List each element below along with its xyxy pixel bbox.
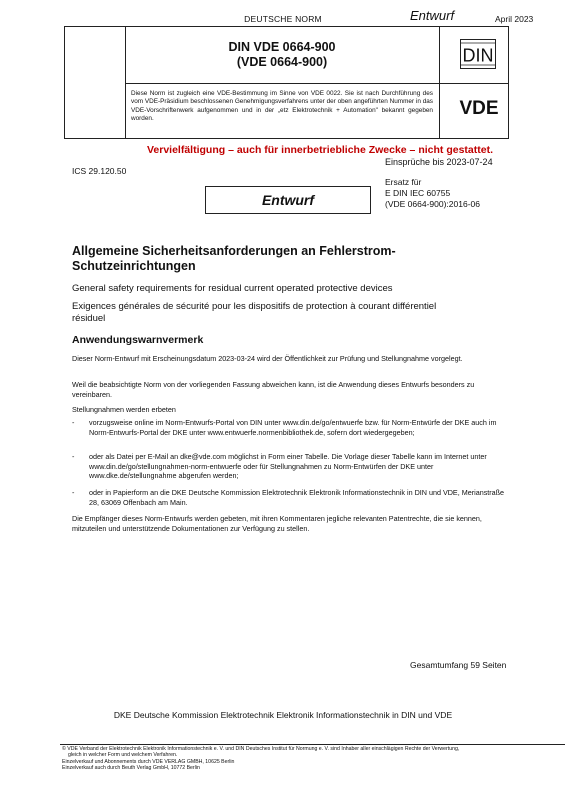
header-norm-type: DEUTSCHE NORM: [244, 14, 322, 24]
title-german-line2: Schutzeinrichtungen: [72, 259, 196, 273]
list-item: [72, 488, 512, 510]
replacement-doc: E DIN IEC 60755: [385, 188, 451, 198]
paragraph-2: Weil die beabsichtigte Norm von der vorliegenden Fassung abweichen kann, ist die Anwendung dieses Entwurfs besonders zu vereinbaren.: [72, 380, 475, 399]
ics-code: ICS 29.120.50: [72, 166, 127, 176]
title-french-line1: Exigences générales de sécurité pour les dispositifs de protection à courant différentiel: [72, 301, 437, 312]
draft-stamp: Entwurf: [205, 186, 371, 214]
replacement-info: [385, 177, 480, 210]
paragraph-3: Stellungnahmen werden erbeten: [72, 405, 176, 414]
replacement-doc-date: (VDE 0664-900):2016-06: [385, 199, 480, 209]
footer-divider: [60, 744, 565, 745]
footer-copyright: [62, 746, 562, 772]
document-number-line2: (VDE 0664-900): [236, 55, 328, 69]
title-french: [72, 301, 492, 325]
title-german: [72, 244, 492, 274]
footer-line: Einzelverkauf auch durch Beuth Verlag GmbH, 10772 Berlin: [62, 765, 200, 772]
footer-line: gleich in welcher Form und welchem Verfahren.: [68, 752, 178, 759]
dke-publisher: DKE Deutsche Kommission Elektrotechnik Elektronik Informationstechnik in DIN und VDE: [113, 710, 453, 720]
footer-line: Einzelverkauf und Abonnements durch VDE VERLAG GMBH, 10625 Berlin: [62, 758, 235, 765]
list-item: [72, 452, 512, 482]
bullet-dash: -: [72, 418, 75, 427]
header-date: April 2023: [495, 14, 534, 24]
reproduction-notice: Vervielfältigung – auch für innerbetriebliche Zwecke – nicht gestattet.: [146, 144, 493, 156]
vde-note: Diese Norm ist zugleich eine VDE-Bestimmung im Sinne von VDE 0022. Sie ist nach Durchführung des vom VDE-Präsidium beschlossenen Genehmigungsverfahrens unter der oben angeführten Nummer in das VDE-Vorschriftenwerk aufgenommen und in der „etz Elektrotechnik + Automation" bekannt gegeben worden.: [131, 90, 433, 123]
title-box-divider-horizontal: [125, 83, 508, 84]
din-logo-text: DIN: [462, 45, 494, 66]
vde-logo-text: VDE: [459, 98, 499, 117]
header-draft-label: Entwurf: [410, 8, 455, 23]
bullet-text: oder als Datei per E-Mail an dke@vde.com möglichst in Form einer Tabelle. Die Vorlage dieser Tabelle kann im Internet unter www.din.de/go/stellungnahmen-norm-entwuerfe oder für Stellungnahmen zu Norm-Entwürfen der DKE unter www.dke.de/stellungnahme abgerufen werden;: [89, 452, 487, 481]
document-number: [125, 40, 439, 70]
document-number-line1: DIN VDE 0664-900: [228, 40, 336, 54]
title-english: General safety requirements for residual current operated protective devices: [72, 283, 393, 294]
list-item: [72, 418, 512, 448]
footer-line: © VDE Verband der Elektrotechnik Elektronik Informationstechnik e. V. und DIN Deutsches Institut für Normung e. V. sind Inhaber aller einschlägigen Rechte der Verwertung,: [62, 746, 460, 752]
title-french-line2: résiduel: [72, 313, 106, 324]
section-heading: Anwendungswarnvermerk: [72, 334, 204, 346]
bullet-dash: -: [72, 452, 75, 461]
bullet-text: vorzugsweise online im Norm-Entwurfs-Portal von DIN unter www.din.de/go/entwuerfe bzw. für Norm-Entwürfe der DKE auch im Norm-Entwurfs-Portal der DKE unter www.entwuerfe.normenbibliothek.de, sofern dort wiedergegeben;: [89, 418, 497, 437]
bullet-text: oder in Papierform an die DKE Deutsche Kommission Elektrotechnik Elektronik Informationstechnik in DIN und VDE, Merianstraße 28, 63069 Offenbach am Main.: [89, 488, 505, 507]
paragraph-1: Dieser Norm-Entwurf mit Erscheinungsdatum 2023-03-24 wird der Öffentlichkeit zur Prüfung und Stellungnahme vorgelegt.: [72, 354, 463, 363]
title-box: [64, 26, 509, 139]
din-logo: [460, 39, 496, 69]
bullet-dash: -: [72, 488, 75, 497]
replacement-label: Ersatz für: [385, 177, 422, 187]
title-german-line1: Allgemeine Sicherheitsanforderungen an Fehlerstrom-: [72, 244, 396, 258]
objection-deadline: Einsprüche bis 2023-07-24: [385, 157, 493, 167]
vde-logo: [449, 97, 509, 117]
paragraph-4: Die Empfänger dieses Norm-Entwurfs werden gebeten, mit ihren Kommentaren jegliche relevanten Patentrechte, die sie kennen, mitzuteilen und unterstützende Dokumentationen zur Verfügung zu stellen.: [72, 514, 482, 533]
total-pages: Gesamtumfang 59 Seiten: [410, 660, 507, 670]
